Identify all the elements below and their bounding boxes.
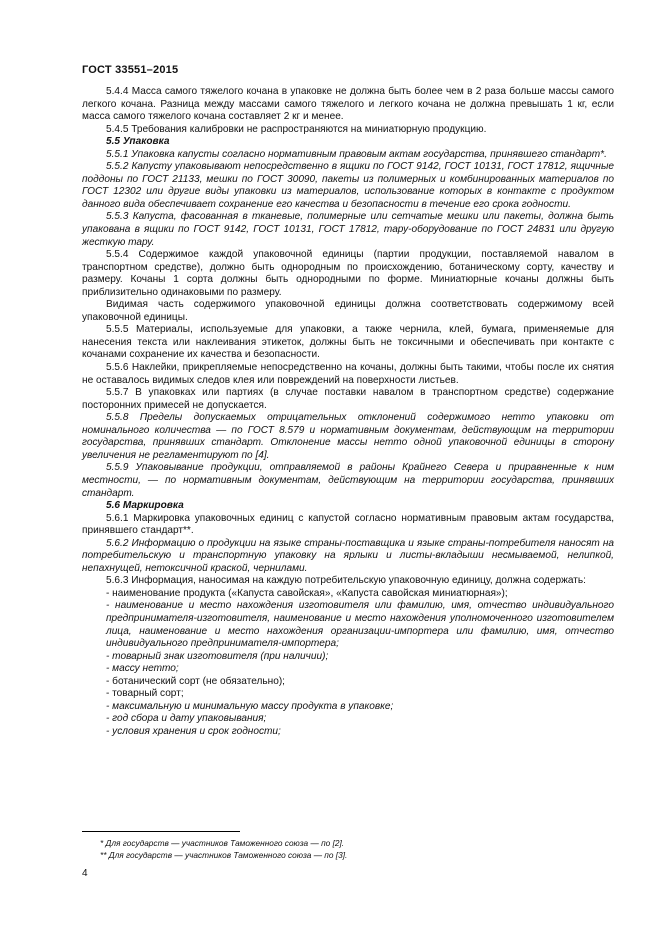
paragraph-5-5-3: 5.5.3 Капуста, фасованная в тканевые, полимерные или сетчатые мешки или пакеты, должна быть упакована в ящики по ГОСТ 9142, ГОСТ 10131, ГОСТ 17812, тару-оборудование по ГОСТ 24831 или другую жесткую тару.: [82, 211, 614, 248]
paragraph-5-5-7: 5.5.7 В упаковках или партиях (в случае поставки навалом в транспортном средстве) содержание посторонних примесей не допускается.: [82, 387, 614, 411]
section-heading-packaging: 5.5 Упаковка: [106, 136, 170, 148]
footnotes: [100, 838, 347, 861]
document-header: ГОСТ 33551–2015: [82, 64, 179, 76]
list-item: - массу нетто;: [106, 663, 179, 675]
section-heading-marking: 5.6 Маркировка: [106, 500, 184, 512]
footnote-divider: [82, 831, 240, 832]
list-item: - условия хранения и срок годности;: [106, 725, 281, 737]
list-item: - наименование и место нахождения изготовителя или фамилию, имя, отчество индивидуального предпринимателя-изготовителя, наименование и место нахождения уполномоченного изготовителем лица, наименование и место нахождения организации-импортера или фамилию, имя, отчество индивидуального предпринимателя-импортера;: [106, 600, 614, 650]
list-item: - год сбора и дату упаковывания;: [106, 713, 267, 725]
paragraph-5-5-1: 5.5.1 Упаковка капусты согласно нормативным правовым актам государства, принявшего стандарт*.: [106, 148, 607, 160]
paragraph-5-5-4: 5.5.4 Содержимое каждой упаковочной единицы (партии продукции, поставляемой навалом в транспортном средстве), должно быть однородным по происхождению, ботаническому сорту, качеству и размеру. Кочаны 1 сорта должны быть однородными по форме. Миниатюрные кочаны должны быть приблизительно одинаковыми по размеру.: [82, 249, 614, 298]
list-item: - товарный сорт;: [106, 688, 184, 700]
footnote-1: * Для государств — участников Таможенного союза — по [2].: [100, 838, 345, 848]
paragraph-5-5-6: 5.5.6 Наклейки, прикрепляемые непосредственно на кочаны, должны быть такими, чтобы после их снятия не оставалось видимых следов клея или повреждений на поверхности листьев.: [82, 362, 614, 386]
paragraph-5-4-4: 5.4.4 Масса самого тяжелого кочана в упаковке не должна быть более чем в 2 раза больше массы самого легкого кочана. Разница между массами самого тяжелого и легкого кочана не должна превышать 1 кг, если масса самого тяжелого кочана составляет 2 кг и менее.: [82, 86, 614, 123]
paragraph-5-5-9: 5.5.9 Упаковывание продукции, отправляемой в районы Крайнего Севера и приравненные к ним местности, — по нормативным документам, действующим на территории государства, принявших стандарт.: [82, 462, 614, 499]
list-item: - наименование продукта («Капуста савойская», «Капуста савойская миниатюрная»);: [106, 587, 508, 599]
document-body: [82, 86, 614, 738]
list-item: - максимальную и минимальную массу продукта в упаковке;: [106, 700, 394, 712]
paragraph-visible-part: Видимая часть содержимого упаковочной единицы должна соответствовать содержимому всей упаковочной единицы.: [82, 299, 614, 323]
paragraph-5-5-2: 5.5.2 Капусту упаковывают непосредственно в ящики по ГОСТ 9142, ГОСТ 10131, ГОСТ 17812, ящичные поддоны по ГОСТ 21133, мешки по ГОСТ 30090, пакеты из полимерных и комбинированных материалов по ГОСТ 12302 или другие виды упаковки из материалов, использование которых в контакте с продуктом данного вида обеспечивает сохранение его качества и безопасности в течение его срока годности.: [82, 161, 614, 210]
paragraph-5-6-3: 5.6.3 Информация, наносимая на каждую потребительскую упаковочную единицу, должна содержать:: [106, 575, 586, 587]
paragraph-5-4-5: 5.4.5 Требования калибровки не распространяются на миниатюрную продукцию.: [106, 123, 487, 135]
footnote-2: ** Для государств — участников Таможенного союза — по [3].: [100, 849, 348, 860]
paragraph-5-6-1: 5.6.1 Маркировка упаковочных единиц с капустой согласно нормативным правовым актам государства, принявшего стандарт**.: [82, 512, 614, 537]
paragraph-5-5-5: 5.5.5 Материалы, используемые для упаковки, а также чернила, клей, бумага, применяемые для нанесения текста или наклеивания этикеток, должны быть не токсичными и обеспечивать при контакте с кочанами сохранение их качества и безопасности.: [82, 324, 614, 361]
list-item: - товарный знак изготовителя (при наличии);: [106, 650, 329, 662]
list-item: - ботанический сорт (не обязательно);: [106, 675, 285, 687]
page-number: 4: [82, 868, 88, 879]
paragraph-5-5-8: 5.5.8 Пределы допускаемых отрицательных отклонений содержимого нетто упаковки от номинального количества — по ГОСТ 8.579 и нормативным документам, действующим на территории государства, принявших стандарт. Отклонение массы нетто одной упаковочной единицы в сторону увеличения не регламентируют по [4].: [82, 412, 614, 461]
paragraph-5-6-2: 5.6.2 Информацию о продукции на языке страны-поставщика и языке страны-потребителя наносят на потребительскую и транспортную упаковку на ярлыки и листы-вкладыши несмываемой, нелипкой, непахнущей, нетоксичной краской, чернилами.: [82, 537, 614, 574]
